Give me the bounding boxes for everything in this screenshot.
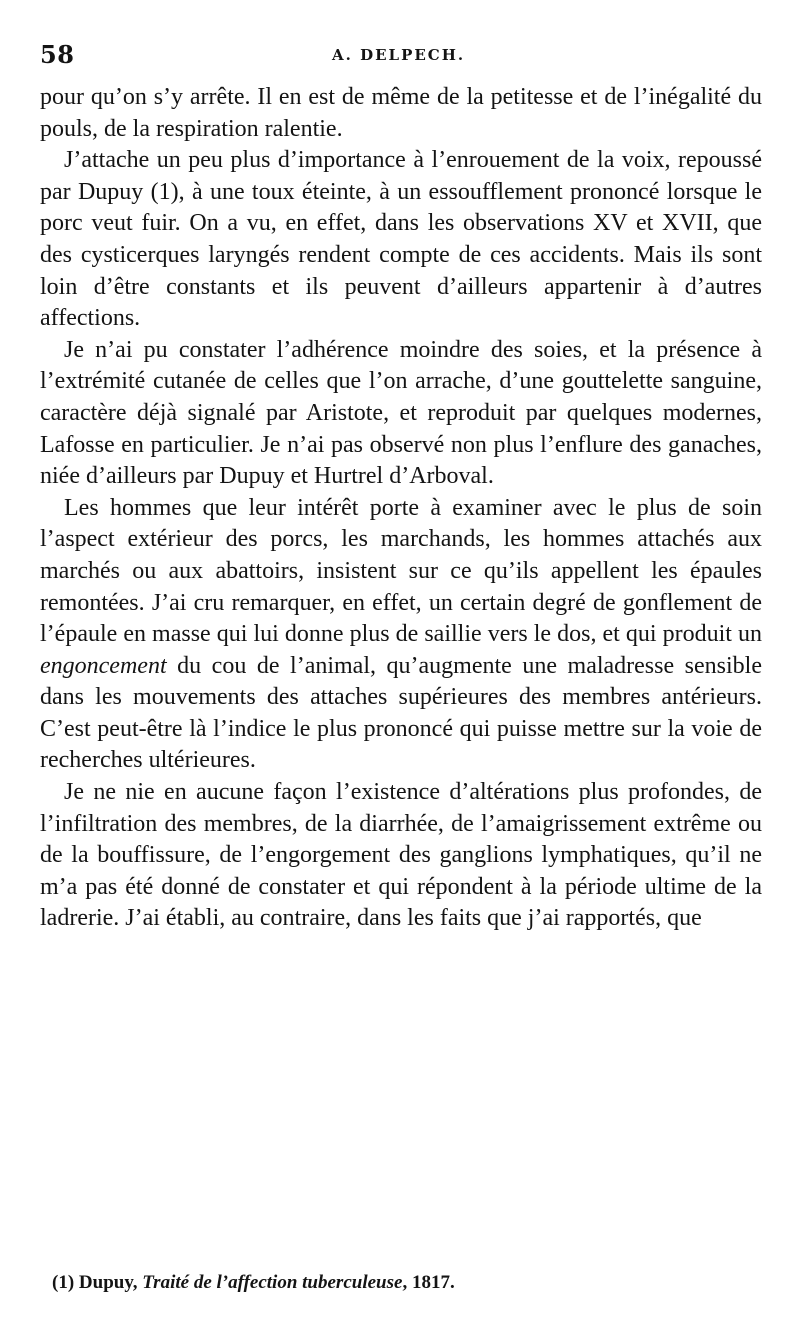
paragraph-2: J’attache un peu plus d’importance à l’enrouement de la voix, repoussé par Dupuy (1), à une toux éteinte, à un essoufflement prononcé lorsque le porc veut fuir. On a vu, en effet, dans les observations XV et XVII, que des cysticerques laryngés rendent compte de ces accidents. Mais ils sont loin d’être constants et ils peuvent d’ailleurs appartenir à d’autres affections. [40,147,762,332]
paragraph-5: Je ne nie en aucune façon l’existence d’altérations plus profondes, de l’infiltration des membres, de la diarrhée, de l’amaigrissement extrême ou de la bouffissure, de l’engorgement des ganglions lymphatiques, qu’il ne m’a pas été donné de constater et qui répondent à la période ultime de la ladrerie. J’ai établi, au contraire, dans les faits que j’ai rapportés, que [40,779,762,932]
body-text [40,82,762,935]
footnote-marker: (1) Dupuy, [52,1272,143,1293]
running-head: A. DELPECH. [332,46,466,64]
page-number: 58 [40,40,75,69]
footnote-title: Traité de l’affection tuberculeuse [142,1272,403,1293]
paragraph-4-part-1: Les hommes que leur intérêt porte à examiner avec le plus de soin l’aspect extérieur des porcs, les marchands, les hommes attachés aux marchés ou aux abattoirs, insistent sur ce qu’ils appellent les épaules remontées. J’ai cru remarquer, en effet, un certain degré de gonflement de l’épaule en masse qui lui donne plus de saillie vers le dos, et qui produit un [40,494,762,648]
paragraph-1: pour qu’on s’y arrête. Il en est de même de la petitesse et de l’inégalité du pouls, de la respiration ralentie. [40,84,762,142]
footnote-year: , 1817. [402,1272,455,1293]
paragraph-3: Je n’ai pu constater l’adhérence moindre des soies, et la présence à l’extrémité cutanée de celles que l’on arrache, d’une gouttelette sanguine, caractère déjà signalé par Aristote, et reproduit par quelques modernes, Lafosse en particulier. Je n’ai pas observé non plus l’enflure des ganaches, niée d’ailleurs par Dupuy et Hurtrel d’Arboval. [40,336,762,490]
book-page [40,40,762,1320]
paragraph-4-part-2: du cou de l’animal, qu’augmente une maladresse sensible dans les mouvements des attaches supérieures des membres antérieurs. C’est peut-être là l’indice le plus prononcé qui puisse mettre sur la voie de recherches ultérieures. [40,652,762,774]
footnote [52,1272,455,1294]
paragraph-4-italic-term: engoncement [40,652,167,679]
paragraph-4 [40,493,762,777]
page-header [40,40,762,76]
